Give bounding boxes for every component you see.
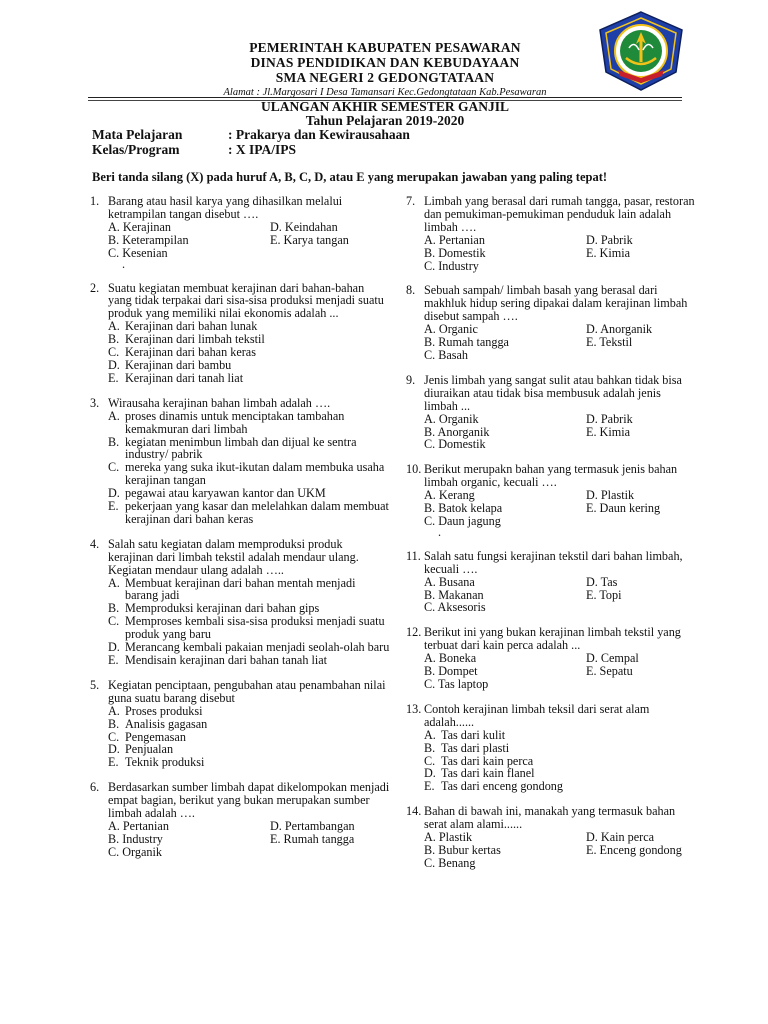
answer-option-text: Proses produksi [125, 703, 203, 718]
answer-option-row [424, 601, 696, 614]
answer-option: E. Sepatu [586, 664, 633, 679]
answer-option-row [108, 833, 390, 846]
answer-option: B. Dompet [424, 664, 478, 679]
answer-option: E. Topi [586, 587, 622, 602]
answer-option-row [108, 234, 390, 247]
question-text: Suatu kegiatan membuat kerajinan dari bahan-bahan yang tidak terpakai dari sisa-sisa produksi menjadi suatu produk yang memiliki nilai ekonomis adalah ... [108, 280, 384, 321]
question-text: Bahan di bawah ini, manakah yang termasuk bahan serat alam alami...... [424, 804, 676, 832]
answer-option-row [424, 576, 696, 589]
answer-option-letter: C. [108, 614, 120, 629]
answer-option: A. Kerajinan [108, 219, 171, 234]
questions-right-column [406, 195, 696, 882]
answer-options [424, 652, 696, 691]
answer-option-row [424, 438, 696, 451]
answer-option-letter: E. [108, 653, 119, 667]
answer-option: C. Kesenian [108, 245, 168, 260]
answer-option: A. Plastik [424, 830, 473, 845]
answer-option [108, 461, 390, 487]
answer-option-row [108, 221, 390, 234]
question-text: Salah satu kegiatan dalam memproduksi produk kerajinan dari limbah tekstil adalah mendaur ulang. Kegiatan mendaur ulang adalah ….. [108, 536, 359, 577]
answer-options [424, 576, 696, 615]
question-stem [90, 195, 390, 221]
answer-option-letter: B. [108, 434, 120, 449]
answer-option: E. Kimia [586, 424, 631, 439]
answer-option-text: mereka yang suka ikut-ikutan dalam membuka usaha kerajinan tangan [125, 460, 385, 488]
question-item [406, 550, 696, 615]
answer-option-letter: B. [108, 716, 120, 731]
answer-options [424, 323, 696, 362]
question-text: Wirausaha kerajinan bahan limbah adalah …. [108, 395, 331, 410]
question-stem [90, 781, 390, 820]
answer-option: B. Domestik [424, 245, 486, 260]
question-item [406, 805, 696, 870]
question-item [90, 397, 390, 526]
answer-option: C. Industry [424, 258, 479, 273]
answer-option-letter: D. [424, 766, 436, 781]
answer-option: A. Pertanian [424, 232, 485, 247]
answer-option-text: Analisis gagasan [125, 716, 208, 731]
answer-option-row [108, 820, 390, 833]
meta-subject-label: Mata Pelajaran [92, 127, 183, 142]
answer-option [108, 436, 390, 462]
answer-option: E. Tekstil [586, 335, 633, 350]
answer-option [108, 372, 390, 385]
question-item [90, 195, 390, 270]
exam-year: Tahun Pelajaran 2019-2020 [305, 113, 465, 128]
answer-options [108, 221, 390, 260]
question-stem [406, 805, 696, 831]
answer-options [108, 577, 390, 667]
question-number: 13. [406, 701, 422, 716]
stray-mark: . [438, 524, 442, 539]
meta-subject-value: : Prakarya dan Kewirausahaan [228, 127, 410, 142]
question-stem [90, 538, 390, 577]
answer-option: D. Cempal [586, 651, 639, 666]
answer-option-text: Merancang kembali pakaian menjadi seolah-olah baru [125, 640, 390, 655]
answer-option-letter: E. [108, 499, 119, 514]
answer-option-letter: B. [108, 601, 120, 616]
meta-class-label: Kelas/Program [92, 142, 180, 157]
answer-option: C. Benang [424, 855, 476, 870]
answer-option-letter: D. [108, 486, 120, 501]
answer-option [108, 577, 390, 603]
answer-option: D. Pabrik [586, 232, 633, 247]
answer-option [424, 742, 696, 755]
question-item [90, 538, 390, 667]
answer-option: C. Daun jagung [424, 513, 501, 528]
answer-option: D. Anorganik [586, 322, 653, 337]
question-text: Kegiatan penciptaan, pengubahan atau penambahan nilai guna suatu barang disebut [108, 677, 386, 705]
answer-option-letter: D. [108, 640, 120, 655]
question-number: 12. [406, 625, 422, 640]
question-number: 10. [406, 462, 422, 477]
answer-option-letter: C. [108, 460, 120, 475]
answer-option-letter: A. [108, 575, 120, 590]
answer-option: E. Karya tangan [270, 232, 349, 247]
answer-option-row [108, 247, 390, 260]
answer-option-text: Memproses kembali sisa-sisa produksi menjadi suatu produk yang baru [125, 614, 385, 642]
question-stem [406, 550, 696, 576]
question-number: 6. [90, 780, 100, 795]
question-item [406, 703, 696, 793]
letterhead [160, 40, 610, 99]
answer-option-letter: A. [424, 727, 436, 742]
question-text: Limbah yang berasal dari rumah tangga, pasar, restoran dan pemukiman-pemukiman penduduk lain adalah limbah …. [424, 194, 695, 234]
answer-option-letter: E. [424, 779, 435, 794]
answer-option-text: proses dinamis untuk menciptakan tambahan kemakmuran dari limbah [125, 408, 345, 436]
question-text: Berikut merupakn bahan yang termasuk jenis bahan limbah organic, kecuali …. [424, 462, 678, 490]
answer-option-row [108, 846, 390, 859]
answer-option-text: Tas dari kulit [441, 727, 506, 742]
answer-option [108, 705, 390, 718]
answer-option-row [424, 515, 696, 528]
answer-option-text: Memproduksi kerajinan dari bahan gips [125, 601, 320, 616]
answer-option-text: Tas dari kain flanel [441, 766, 535, 781]
answer-option [424, 780, 696, 793]
answer-option-text: Kerajinan dari limbah tekstil [125, 332, 265, 347]
header-address: Alamat : Jl.Margosari I Desa Tamansari Kec.Gedongtataan Kab.Pesawaran [223, 87, 547, 98]
answer-option-row [424, 234, 696, 247]
question-number: 1. [90, 194, 100, 208]
answer-option: E. Kimia [586, 245, 631, 260]
answer-option: D. Kain perca [586, 830, 655, 845]
answer-option-row [424, 349, 696, 362]
question-text: Jenis limbah yang sangat sulit atau bahkan tidak bisa diuraikan atau tidak bisa membusuk adalah jenis limbah ... [424, 372, 682, 413]
instructions: Beri tanda silang (X) pada huruf A, B, C, D, atau E yang merupakan jawaban yang paling tepat! [92, 170, 608, 184]
answer-option: C. Domestik [424, 437, 486, 452]
school-emblem-icon [596, 10, 686, 92]
answer-option: D. Tas [586, 574, 618, 589]
header-government: PEMERINTAH KABUPATEN PESAWARAN [249, 40, 521, 55]
answer-options [424, 413, 696, 452]
questions-left-column [90, 195, 390, 871]
meta-class-row [92, 142, 410, 157]
answer-option-row [424, 678, 696, 691]
answer-option-row [424, 857, 696, 870]
answer-options [108, 320, 390, 385]
answer-option-letter: E. [108, 370, 119, 385]
question-number: 8. [406, 283, 416, 298]
question-item [90, 781, 390, 858]
answer-option-text: Penjualan [125, 742, 174, 757]
answer-option-letter: A. [108, 408, 120, 423]
answer-options [424, 489, 696, 528]
answer-option: C. Aksesoris [424, 600, 486, 615]
answer-option: E. Daun kering [586, 501, 661, 516]
answer-option-text: Kerajinan dari bahan lunak [125, 319, 258, 334]
header-school: SMA NEGERI 2 GEDONGTATAAN [275, 70, 495, 85]
question-item [406, 195, 696, 272]
answer-option: B. Batok kelapa [424, 501, 503, 516]
answer-option [108, 500, 390, 526]
answer-option [108, 359, 390, 372]
question-text: Salah satu fungsi kerajinan tekstil dari bahan limbah, kecuali …. [424, 548, 683, 576]
answer-option-row [424, 413, 696, 426]
question-item [406, 463, 696, 538]
answer-option-letter: D. [108, 742, 120, 757]
question-number: 4. [90, 536, 100, 551]
answer-option: A. Busana [424, 574, 475, 589]
answer-option: A. Organic [424, 322, 478, 337]
question-number: 2. [90, 280, 100, 295]
answer-option: A. Kerang [424, 488, 475, 503]
answer-option: C. Tas laptop [424, 677, 489, 691]
answer-option [108, 654, 390, 667]
question-text: Berdasarkan sumber limbah dapat dikelompokan menjadi empat bagian, berikut yang bukan merupakan sumber limbah adalah …. [108, 780, 390, 821]
answer-option-letter: D. [108, 357, 120, 372]
question-number: 14. [406, 804, 422, 819]
stray-mark: . [122, 256, 126, 271]
answer-option: C. Basah [424, 347, 469, 362]
answer-option: D. Plastik [586, 488, 635, 503]
answer-option-row [424, 247, 696, 260]
question-stem [406, 626, 696, 652]
answer-option: D. Pabrik [586, 411, 633, 426]
question-stem [406, 703, 696, 729]
question-number: 11. [406, 548, 421, 563]
answer-option-text: Kerajinan dari tanah liat [125, 370, 244, 385]
answer-option [108, 615, 390, 641]
question-item [406, 626, 696, 691]
answer-option-letter: C. [424, 753, 436, 768]
answer-options [424, 729, 696, 794]
answer-option-text: Kerajinan dari bambu [125, 357, 232, 372]
question-text: Contoh kerajinan limbah teksil dari serat alam adalah...... [424, 701, 650, 729]
question-stem [406, 195, 696, 234]
question-text: Barang atau hasil karya yang dihasilkan melalui ketrampilan tangan disebut …. [108, 194, 343, 221]
question-stem [406, 463, 696, 489]
exam-title-block [160, 100, 610, 128]
answer-option-text: kegiatan menimbun limbah dan dijual ke sentra industry/ pabrik [125, 434, 357, 462]
answer-option: B. Anorganik [424, 424, 490, 439]
answer-option [108, 410, 390, 436]
answer-option: D. Keindahan [270, 219, 338, 234]
answer-options [424, 234, 696, 273]
question-number: 3. [90, 395, 100, 410]
answer-option [424, 729, 696, 742]
question-stem [406, 374, 696, 413]
answer-option: D. Pertambangan [270, 818, 355, 833]
question-item [90, 679, 390, 769]
question-stem [90, 282, 390, 321]
answer-option-text: Tas dari plasti [441, 740, 510, 755]
answer-option-letter: C. [108, 345, 120, 360]
answer-option: A. Organik [424, 411, 479, 426]
answer-option-text: Mendisain kerajinan dari bahan tanah liat [125, 653, 328, 667]
answer-option-text: Tas dari enceng gondong [441, 779, 563, 794]
question-item [406, 284, 696, 361]
answer-option: E. Enceng gondong [586, 842, 682, 857]
header-department: DINAS PENDIDIKAN DAN KEBUDAYAAN [250, 55, 520, 70]
question-number: 5. [90, 677, 100, 692]
question-stem [406, 284, 696, 323]
answer-options [108, 820, 390, 859]
answer-option-text: Kerajinan dari bahan keras [125, 345, 256, 360]
question-number: 9. [406, 372, 416, 387]
question-text: Berikut ini yang bukan kerajinan limbah tekstil yang terbuat dari kain perca adalah ... [424, 625, 681, 653]
question-text: Sebuah sampah/ limbah basah yang berasal dari makhluk hidup sering dipakai dalam kerajinan limbah disebut sampah …. [424, 283, 688, 324]
answer-options [108, 705, 390, 770]
meta-class-value: : X IPA/IPS [228, 142, 297, 157]
question-item [406, 374, 696, 451]
exam-meta [92, 127, 410, 157]
answer-option: B. Industry [108, 831, 163, 846]
answer-option-letter: A. [108, 319, 120, 334]
answer-option-letter: B. [424, 740, 436, 755]
answer-option: B. Bubur kertas [424, 842, 501, 857]
answer-option-text: Pengemasan [125, 729, 186, 744]
answer-option [108, 756, 390, 769]
answer-option-text: pegawai atau karyawan kantor dan UKM [125, 486, 326, 501]
answer-option-text: Teknik produksi [125, 755, 205, 770]
answer-option-letter: C. [108, 729, 120, 744]
answer-option-row [424, 502, 696, 515]
answer-option-row [424, 260, 696, 273]
question-stem [90, 397, 390, 410]
meta-subject-row [92, 127, 410, 142]
answer-option-row [424, 844, 696, 857]
answer-option: B. Makanan [424, 587, 484, 602]
answer-option-letter: A. [108, 703, 120, 718]
answer-option: A. Boneka [424, 651, 477, 666]
answer-option-text: Tas dari kain perca [441, 753, 534, 768]
answer-option: B. Rumah tangga [424, 335, 509, 350]
answer-options [108, 410, 390, 526]
question-item [90, 282, 390, 385]
answer-option-text: Membuat kerajinan dari bahan mentah menjadi barang jadi [125, 575, 356, 603]
answer-options [424, 831, 696, 870]
answer-option: E. Rumah tangga [270, 831, 355, 846]
header-rule [88, 97, 682, 98]
exam-title: ULANGAN AKHIR SEMESTER GANJIL [261, 99, 509, 114]
question-number: 7. [406, 194, 416, 208]
answer-option-letter: B. [108, 332, 120, 347]
answer-option-letter: E. [108, 755, 119, 770]
answer-option: C. Organik [108, 844, 162, 859]
answer-option-text: pekerjaan yang kasar dan melelahkan dalam membuat kerajinan dari bahan keras [125, 499, 389, 526]
answer-option: A. Pertanian [108, 818, 169, 833]
answer-option [108, 718, 390, 731]
question-stem [90, 679, 390, 705]
answer-option: B. Keterampilan [108, 232, 189, 247]
